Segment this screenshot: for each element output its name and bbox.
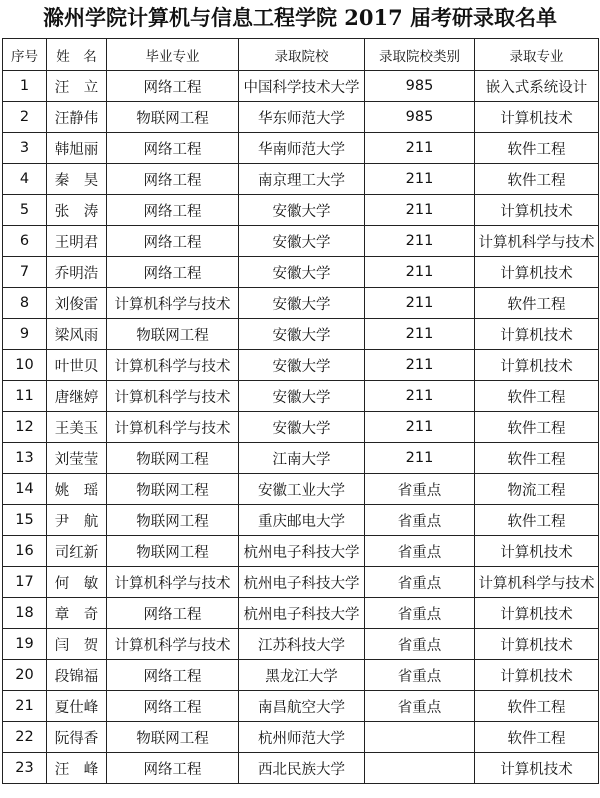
cell-name: 汪 峰: [47, 753, 107, 784]
cell-school-category: 211: [365, 195, 475, 226]
cell-index: 22: [3, 722, 47, 753]
table-row: [3, 164, 599, 195]
cell-admitted-major: 计算机科学与技术: [475, 567, 599, 598]
cell-graduate-major: 网络工程: [107, 226, 239, 257]
cell-admitted-major: 计算机技术: [475, 629, 599, 660]
cell-graduate-major: 计算机科学与技术: [107, 381, 239, 412]
cell-admitted-major: 计算机技术: [475, 350, 599, 381]
cell-graduate-major: 网络工程: [107, 164, 239, 195]
table-row: [3, 319, 599, 350]
header-graduate-major: 毕业专业: [107, 39, 239, 71]
cell-school-category: 省重点: [365, 691, 475, 722]
table-row: [3, 257, 599, 288]
cell-name: 张 涛: [47, 195, 107, 226]
table-row: [3, 102, 599, 133]
admission-table: [2, 38, 599, 784]
cell-name: 王美玉: [47, 412, 107, 443]
cell-index: 12: [3, 412, 47, 443]
table-row: [3, 443, 599, 474]
cell-index: 5: [3, 195, 47, 226]
cell-index: 6: [3, 226, 47, 257]
cell-name: 叶世贝: [47, 350, 107, 381]
cell-name: 韩旭丽: [47, 133, 107, 164]
cell-school-category: [365, 753, 475, 784]
table-row: [3, 567, 599, 598]
cell-admitting-school: 南京理工大学: [239, 164, 365, 195]
table-row: [3, 753, 599, 784]
table-header-row: [3, 39, 599, 71]
cell-admitted-major: 软件工程: [475, 722, 599, 753]
cell-index: 14: [3, 474, 47, 505]
table-row: [3, 412, 599, 443]
cell-name: 梁风雨: [47, 319, 107, 350]
cell-name: 尹 航: [47, 505, 107, 536]
cell-index: 23: [3, 753, 47, 784]
cell-school-category: 211: [365, 350, 475, 381]
table-row: [3, 629, 599, 660]
cell-admitting-school: 杭州电子科技大学: [239, 567, 365, 598]
cell-admitting-school: 中国科学技术大学: [239, 71, 365, 102]
cell-name: 姚 瑶: [47, 474, 107, 505]
cell-index: 1: [3, 71, 47, 102]
cell-name: 段锦福: [47, 660, 107, 691]
header-school-category: 录取院校类别: [365, 39, 475, 71]
cell-school-category: 省重点: [365, 536, 475, 567]
cell-admitted-major: 计算机科学与技术: [475, 226, 599, 257]
cell-graduate-major: 物联网工程: [107, 102, 239, 133]
cell-school-category: 省重点: [365, 629, 475, 660]
cell-graduate-major: 网络工程: [107, 195, 239, 226]
cell-index: 19: [3, 629, 47, 660]
cell-school-category: 985: [365, 71, 475, 102]
table-row: [3, 133, 599, 164]
cell-index: 20: [3, 660, 47, 691]
cell-index: 11: [3, 381, 47, 412]
table-row: [3, 288, 599, 319]
cell-name: 刘莹莹: [47, 443, 107, 474]
cell-admitted-major: 软件工程: [475, 691, 599, 722]
cell-admitted-major: 计算机技术: [475, 195, 599, 226]
cell-index: 15: [3, 505, 47, 536]
cell-graduate-major: 计算机科学与技术: [107, 629, 239, 660]
cell-school-category: 211: [365, 381, 475, 412]
cell-index: 2: [3, 102, 47, 133]
cell-admitted-major: 软件工程: [475, 443, 599, 474]
cell-graduate-major: 物联网工程: [107, 319, 239, 350]
cell-admitting-school: 华东师范大学: [239, 102, 365, 133]
cell-admitting-school: 杭州电子科技大学: [239, 598, 365, 629]
cell-admitted-major: 嵌入式系统设计: [475, 71, 599, 102]
cell-name: 何 敏: [47, 567, 107, 598]
cell-school-category: 省重点: [365, 567, 475, 598]
cell-admitting-school: 杭州电子科技大学: [239, 536, 365, 567]
header-index: 序号: [3, 39, 47, 71]
cell-graduate-major: 物联网工程: [107, 474, 239, 505]
cell-index: 9: [3, 319, 47, 350]
cell-school-category: 211: [365, 226, 475, 257]
cell-name: 司红新: [47, 536, 107, 567]
header-admitted-major: 录取专业: [475, 39, 599, 71]
cell-school-category: 省重点: [365, 598, 475, 629]
cell-name: 汪静伟: [47, 102, 107, 133]
cell-graduate-major: 网络工程: [107, 71, 239, 102]
cell-name: 汪 立: [47, 71, 107, 102]
cell-school-category: 211: [365, 412, 475, 443]
cell-school-category: 211: [365, 288, 475, 319]
cell-school-category: [365, 722, 475, 753]
cell-graduate-major: 计算机科学与技术: [107, 567, 239, 598]
cell-admitted-major: 物流工程: [475, 474, 599, 505]
cell-admitted-major: 计算机技术: [475, 598, 599, 629]
cell-admitted-major: 软件工程: [475, 164, 599, 195]
cell-index: 16: [3, 536, 47, 567]
cell-school-category: 211: [365, 164, 475, 195]
cell-graduate-major: 计算机科学与技术: [107, 350, 239, 381]
cell-graduate-major: 物联网工程: [107, 722, 239, 753]
cell-admitting-school: 安徽工业大学: [239, 474, 365, 505]
table-row: [3, 660, 599, 691]
cell-index: 3: [3, 133, 47, 164]
cell-index: 7: [3, 257, 47, 288]
cell-school-category: 省重点: [365, 660, 475, 691]
cell-admitted-major: 计算机技术: [475, 257, 599, 288]
cell-graduate-major: 物联网工程: [107, 443, 239, 474]
cell-admitted-major: 计算机技术: [475, 660, 599, 691]
cell-name: 唐继婷: [47, 381, 107, 412]
cell-name: 夏仕峰: [47, 691, 107, 722]
cell-school-category: 211: [365, 257, 475, 288]
table-row: [3, 350, 599, 381]
table-row: [3, 598, 599, 629]
table-row: [3, 474, 599, 505]
cell-admitting-school: 安徽大学: [239, 350, 365, 381]
cell-admitting-school: 安徽大学: [239, 319, 365, 350]
cell-graduate-major: 网络工程: [107, 691, 239, 722]
cell-admitted-major: 软件工程: [475, 133, 599, 164]
cell-admitting-school: 江南大学: [239, 443, 365, 474]
cell-admitted-major: 软件工程: [475, 381, 599, 412]
cell-school-category: 211: [365, 319, 475, 350]
cell-school-category: 省重点: [365, 474, 475, 505]
cell-admitted-major: 计算机技术: [475, 102, 599, 133]
table-row: [3, 195, 599, 226]
cell-school-category: 211: [365, 443, 475, 474]
cell-admitting-school: 安徽大学: [239, 412, 365, 443]
cell-graduate-major: 计算机科学与技术: [107, 288, 239, 319]
cell-admitting-school: 杭州师范大学: [239, 722, 365, 753]
cell-admitting-school: 江苏科技大学: [239, 629, 365, 660]
cell-graduate-major: 物联网工程: [107, 505, 239, 536]
cell-school-category: 省重点: [365, 505, 475, 536]
cell-index: 13: [3, 443, 47, 474]
cell-admitting-school: 西北民族大学: [239, 753, 365, 784]
cell-index: 10: [3, 350, 47, 381]
table-row: [3, 505, 599, 536]
cell-graduate-major: 网络工程: [107, 598, 239, 629]
cell-admitting-school: 华南师范大学: [239, 133, 365, 164]
cell-graduate-major: 网络工程: [107, 660, 239, 691]
cell-admitting-school: 安徽大学: [239, 288, 365, 319]
table-row: [3, 71, 599, 102]
cell-index: 4: [3, 164, 47, 195]
cell-admitting-school: 安徽大学: [239, 226, 365, 257]
cell-admitting-school: 黑龙江大学: [239, 660, 365, 691]
cell-admitted-major: 计算机技术: [475, 753, 599, 784]
header-admitting-school: 录取院校: [239, 39, 365, 71]
cell-index: 17: [3, 567, 47, 598]
cell-index: 8: [3, 288, 47, 319]
cell-graduate-major: 网络工程: [107, 753, 239, 784]
cell-name: 阮得香: [47, 722, 107, 753]
cell-name: 闫 贺: [47, 629, 107, 660]
cell-name: 乔明浩: [47, 257, 107, 288]
cell-school-category: 211: [365, 133, 475, 164]
table-row: [3, 536, 599, 567]
cell-graduate-major: 网络工程: [107, 257, 239, 288]
table-row: [3, 691, 599, 722]
cell-school-category: 985: [365, 102, 475, 133]
cell-admitted-major: 软件工程: [475, 288, 599, 319]
cell-name: 章 奇: [47, 598, 107, 629]
cell-admitting-school: 南昌航空大学: [239, 691, 365, 722]
cell-admitted-major: 软件工程: [475, 412, 599, 443]
cell-graduate-major: 计算机科学与技术: [107, 412, 239, 443]
cell-admitting-school: 安徽大学: [239, 257, 365, 288]
table-row: [3, 722, 599, 753]
table-row: [3, 226, 599, 257]
cell-graduate-major: 物联网工程: [107, 536, 239, 567]
cell-admitted-major: 计算机技术: [475, 319, 599, 350]
cell-admitting-school: 重庆邮电大学: [239, 505, 365, 536]
cell-index: 18: [3, 598, 47, 629]
cell-name: 王明君: [47, 226, 107, 257]
cell-name: 刘俊雷: [47, 288, 107, 319]
cell-admitting-school: 安徽大学: [239, 195, 365, 226]
cell-admitted-major: 软件工程: [475, 505, 599, 536]
cell-admitting-school: 安徽大学: [239, 381, 365, 412]
table-row: [3, 381, 599, 412]
cell-name: 秦 昊: [47, 164, 107, 195]
cell-admitted-major: 计算机技术: [475, 536, 599, 567]
cell-index: 21: [3, 691, 47, 722]
page-title: 滁州学院计算机与信息工程学院 2017 届考研录取名单: [42, 5, 558, 30]
header-name: 姓 名: [47, 39, 107, 71]
cell-graduate-major: 网络工程: [107, 133, 239, 164]
